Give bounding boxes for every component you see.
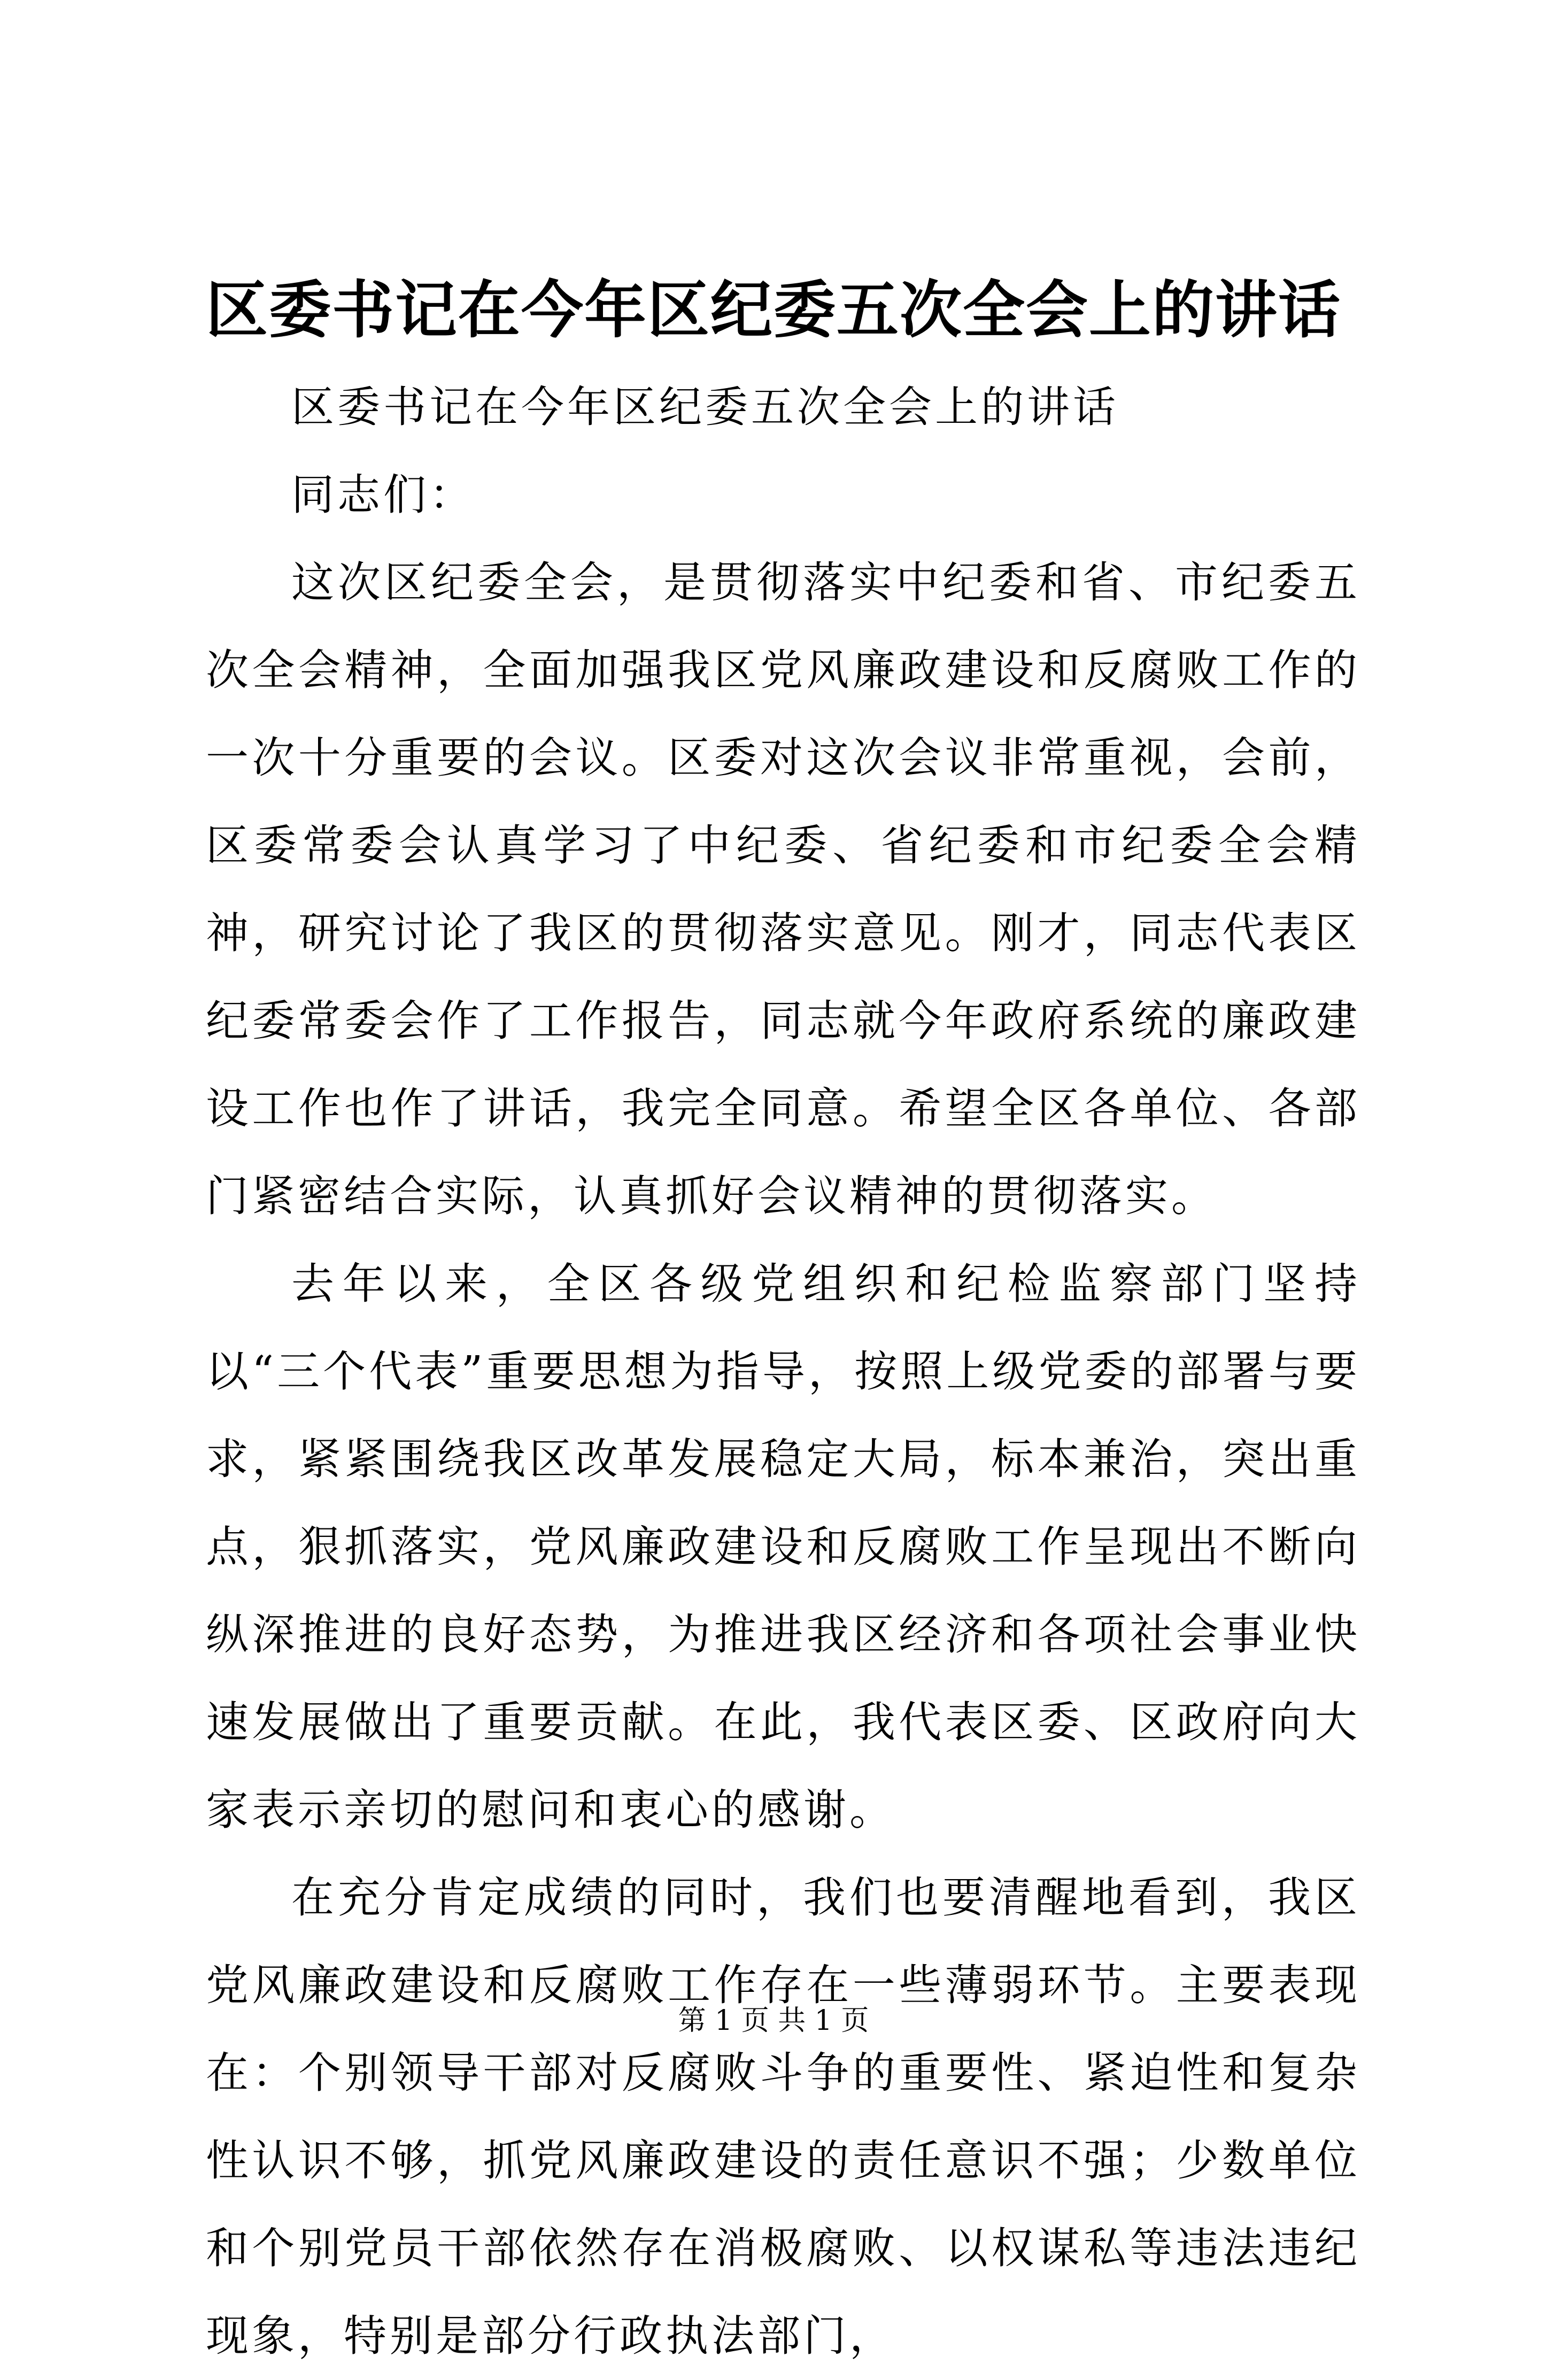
subtitle-line: 区委书记在今年区纪委五次全会上的讲话	[291, 382, 1119, 432]
salutation: 同志们：	[291, 470, 475, 520]
document-body	[206, 364, 1360, 2380]
page-number-footer: 第 1 页 共 1 页	[678, 2005, 869, 2037]
paragraph-3: 在充分肯定成绩的同时，我们也要清醒地看到，我区党风廉政建设和反腐败工作存在一些薄弱环节。主要表现在：个别领导干部对反腐败斗争的重要性、紧迫性和复杂性认识不够，抓党风廉政建设的责任意识不强；少数单位和个别党员干部依然存在消极腐败、以权谋私等违法违纪现象，特别是部分行政执法部门，	[206, 1873, 1360, 2361]
paragraph-2: 去年以来，全区各级党组织和纪检监察部门坚持以“三个代表”重要思想为指导，按照上级党委的部署与要求，紧紧围绕我区改革发展稳定大局，标本兼治，突出重点，狠抓落实，党风廉政建设和反腐败工作呈现出不断向纵深推进的良好态势，为推进我区经济和各项社会事业快速发展做出了重要贡献。在此，我代表区委、区政府向大家表示亲切的慰问和衷心的感谢。	[206, 1259, 1360, 1835]
paragraph-1: 这次区纪委全会，是贯彻落实中纪委和省、市纪委五次全会精神，全面加强我区党风廉政建设和反腐败工作的一次十分重要的会议。区委对这次会议非常重视，会前，区委常委会认真学习了中纪委、省纪委和市纪委全会精神，研究讨论了我区的贯彻落实意见。刚才，同志代表区纪委常委会作了工作报告，同志就今年政府系统的廉政建设工作也作了讲话，我完全同意。希望全区各单位、各部门紧密结合实际，认真抓好会议精神的贯彻落实。	[206, 558, 1360, 1221]
document-title: 区委书记在今年区纪委五次全会上的讲话	[206, 274, 1341, 346]
